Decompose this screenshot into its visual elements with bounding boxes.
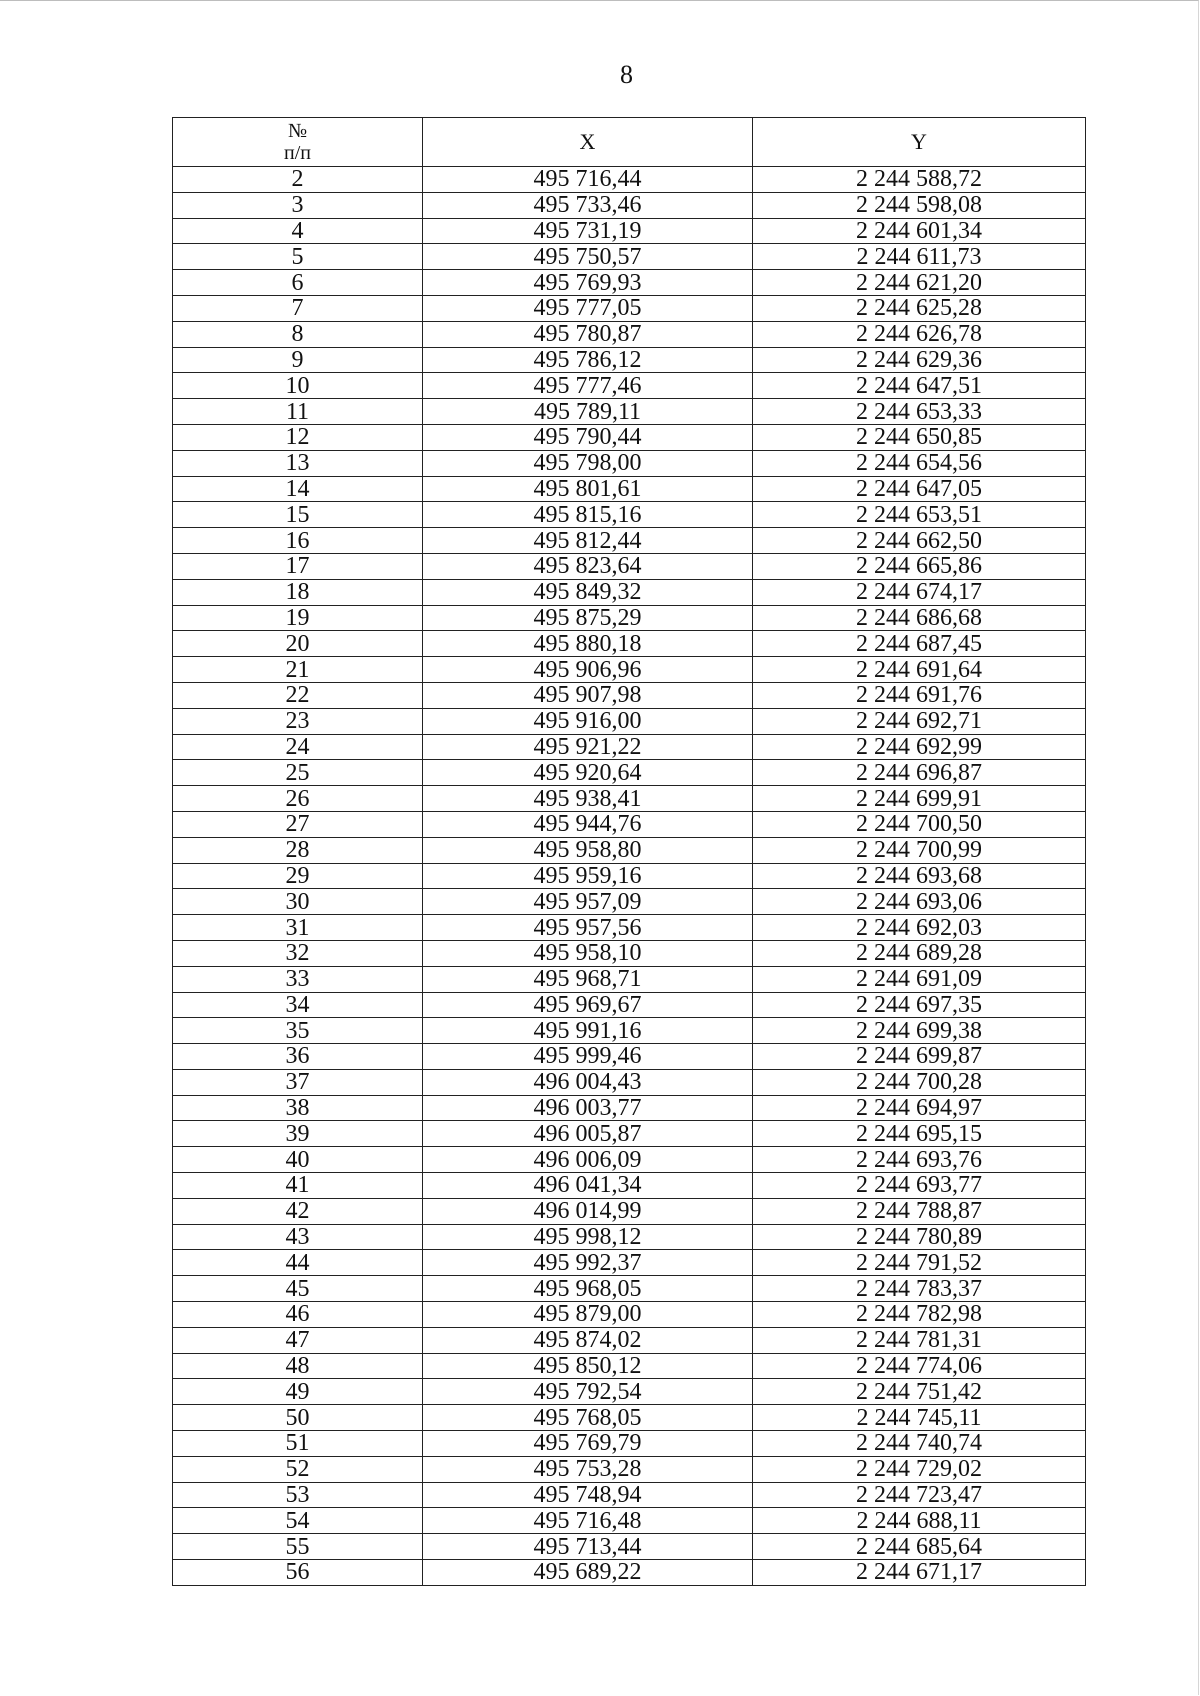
table-row [173, 631, 1086, 657]
cell-number: 21 [173, 657, 423, 683]
cell-x: 495 748,94 [423, 1482, 753, 1508]
table-row [173, 399, 1086, 425]
header-number-symbol: № [287, 120, 308, 142]
cell-number: 53 [173, 1482, 423, 1508]
cell-y: 2 244 686,68 [753, 605, 1086, 631]
header-number-abbr: п/п [284, 142, 311, 164]
cell-y: 2 244 685,64 [753, 1534, 1086, 1560]
cell-y: 2 244 611,73 [753, 244, 1086, 270]
table-row [173, 321, 1086, 347]
table-row [173, 1534, 1086, 1560]
table-body [173, 167, 1086, 1586]
cell-number: 30 [173, 889, 423, 915]
table-row [173, 502, 1086, 528]
table-row [173, 1302, 1086, 1328]
cell-number: 15 [173, 502, 423, 528]
cell-number: 46 [173, 1302, 423, 1328]
cell-y: 2 244 691,64 [753, 657, 1086, 683]
cell-y: 2 244 782,98 [753, 1302, 1086, 1328]
cell-number: 9 [173, 347, 423, 373]
cell-number: 36 [173, 1044, 423, 1070]
cell-number: 23 [173, 708, 423, 734]
cell-y: 2 244 695,15 [753, 1121, 1086, 1147]
cell-x: 495 777,05 [423, 295, 753, 321]
cell-x: 495 786,12 [423, 347, 753, 373]
cell-y: 2 244 699,87 [753, 1044, 1086, 1070]
cell-x: 495 938,41 [423, 786, 753, 812]
cell-number: 3 [173, 192, 423, 218]
cell-number: 17 [173, 553, 423, 579]
cell-x: 495 916,00 [423, 708, 753, 734]
header-x: X [423, 118, 753, 167]
cell-number: 8 [173, 321, 423, 347]
cell-number: 31 [173, 915, 423, 941]
table-row [173, 553, 1086, 579]
table-row [173, 760, 1086, 786]
cell-x: 495 823,64 [423, 553, 753, 579]
table-row [173, 373, 1086, 399]
cell-y: 2 244 588,72 [753, 167, 1086, 193]
cell-number: 37 [173, 1069, 423, 1095]
cell-x: 495 875,29 [423, 605, 753, 631]
table-row [173, 295, 1086, 321]
cell-x: 495 969,67 [423, 992, 753, 1018]
table-row [173, 1431, 1086, 1457]
table-row [173, 1560, 1086, 1586]
cell-number: 11 [173, 399, 423, 425]
cell-y: 2 244 693,68 [753, 863, 1086, 889]
cell-y: 2 244 689,28 [753, 940, 1086, 966]
cell-y: 2 244 691,76 [753, 682, 1086, 708]
cell-y: 2 244 671,17 [753, 1560, 1086, 1586]
table-row [173, 1276, 1086, 1302]
table-row [173, 1173, 1086, 1199]
table-row [173, 605, 1086, 631]
cell-number: 48 [173, 1353, 423, 1379]
cell-number: 35 [173, 1018, 423, 1044]
cell-y: 2 244 699,38 [753, 1018, 1086, 1044]
cell-y: 2 244 693,76 [753, 1147, 1086, 1173]
cell-number: 26 [173, 786, 423, 812]
cell-y: 2 244 650,85 [753, 424, 1086, 450]
cell-x: 495 874,02 [423, 1327, 753, 1353]
table-row [173, 863, 1086, 889]
cell-number: 25 [173, 760, 423, 786]
cell-y: 2 244 687,45 [753, 631, 1086, 657]
cell-number: 42 [173, 1198, 423, 1224]
cell-x: 495 999,46 [423, 1044, 753, 1070]
table-row [173, 1456, 1086, 1482]
cell-number: 16 [173, 528, 423, 554]
cell-x: 495 880,18 [423, 631, 753, 657]
cell-number: 24 [173, 734, 423, 760]
cell-number: 29 [173, 863, 423, 889]
cell-x: 495 991,16 [423, 1018, 753, 1044]
cell-x: 495 920,64 [423, 760, 753, 786]
cell-y: 2 244 647,51 [753, 373, 1086, 399]
cell-number: 50 [173, 1405, 423, 1431]
cell-y: 2 244 751,42 [753, 1379, 1086, 1405]
cell-x: 495 777,46 [423, 373, 753, 399]
cell-x: 495 906,96 [423, 657, 753, 683]
cell-x: 495 780,87 [423, 321, 753, 347]
cell-x: 495 716,48 [423, 1508, 753, 1534]
table-row [173, 1121, 1086, 1147]
cell-x: 495 792,54 [423, 1379, 753, 1405]
cell-number: 20 [173, 631, 423, 657]
cell-y: 2 244 693,06 [753, 889, 1086, 915]
table-row [173, 708, 1086, 734]
cell-number: 5 [173, 244, 423, 270]
cell-number: 39 [173, 1121, 423, 1147]
cell-y: 2 244 665,86 [753, 553, 1086, 579]
table-row [173, 1198, 1086, 1224]
cell-y: 2 244 729,02 [753, 1456, 1086, 1482]
cell-y: 2 244 688,11 [753, 1508, 1086, 1534]
cell-number: 43 [173, 1224, 423, 1250]
table-row [173, 1508, 1086, 1534]
table-row [173, 579, 1086, 605]
cell-x: 496 014,99 [423, 1198, 753, 1224]
table-row [173, 1147, 1086, 1173]
table-row [173, 270, 1086, 296]
cell-y: 2 244 662,50 [753, 528, 1086, 554]
cell-number: 12 [173, 424, 423, 450]
table-row [173, 1250, 1086, 1276]
cell-y: 2 244 780,89 [753, 1224, 1086, 1250]
cell-x: 495 768,05 [423, 1405, 753, 1431]
table-row [173, 657, 1086, 683]
table-row [173, 1482, 1086, 1508]
cell-number: 51 [173, 1431, 423, 1457]
cell-number: 6 [173, 270, 423, 296]
cell-y: 2 244 626,78 [753, 321, 1086, 347]
table-row [173, 1095, 1086, 1121]
cell-number: 4 [173, 218, 423, 244]
cell-x: 495 731,19 [423, 218, 753, 244]
cell-x: 495 958,10 [423, 940, 753, 966]
cell-x: 495 968,71 [423, 966, 753, 992]
table-row [173, 734, 1086, 760]
cell-x: 495 957,56 [423, 915, 753, 941]
cell-number: 34 [173, 992, 423, 1018]
cell-x: 495 998,12 [423, 1224, 753, 1250]
cell-y: 2 244 740,74 [753, 1431, 1086, 1457]
table-row [173, 1224, 1086, 1250]
cell-y: 2 244 788,87 [753, 1198, 1086, 1224]
cell-x: 496 041,34 [423, 1173, 753, 1199]
cell-x: 495 798,00 [423, 450, 753, 476]
cell-number: 18 [173, 579, 423, 605]
table-row [173, 1379, 1086, 1405]
table-row [173, 837, 1086, 863]
cell-number: 54 [173, 1508, 423, 1534]
cell-y: 2 244 629,36 [753, 347, 1086, 373]
cell-y: 2 244 674,17 [753, 579, 1086, 605]
cell-number: 55 [173, 1534, 423, 1560]
table-row [173, 992, 1086, 1018]
cell-number: 27 [173, 811, 423, 837]
cell-number: 14 [173, 476, 423, 502]
cell-x: 495 944,76 [423, 811, 753, 837]
page-number: 8 [620, 60, 633, 89]
cell-x: 495 812,44 [423, 528, 753, 554]
cell-x: 495 769,93 [423, 270, 753, 296]
cell-number: 32 [173, 940, 423, 966]
table-row [173, 528, 1086, 554]
cell-number: 13 [173, 450, 423, 476]
cell-y: 2 244 692,03 [753, 915, 1086, 941]
cell-number: 7 [173, 295, 423, 321]
header-y: Y [753, 118, 1086, 167]
cell-y: 2 244 697,35 [753, 992, 1086, 1018]
coordinates-table [172, 117, 1086, 1586]
cell-y: 2 244 647,05 [753, 476, 1086, 502]
header-number [173, 118, 423, 167]
cell-x: 496 005,87 [423, 1121, 753, 1147]
cell-x: 495 689,22 [423, 1560, 753, 1586]
table-row [173, 1353, 1086, 1379]
cell-x: 495 753,28 [423, 1456, 753, 1482]
table-row [173, 476, 1086, 502]
table-row [173, 915, 1086, 941]
cell-number: 49 [173, 1379, 423, 1405]
cell-number: 52 [173, 1456, 423, 1482]
cell-y: 2 244 654,56 [753, 450, 1086, 476]
cell-x: 496 004,43 [423, 1069, 753, 1095]
table-row [173, 244, 1086, 270]
cell-number: 56 [173, 1560, 423, 1586]
cell-x: 496 006,09 [423, 1147, 753, 1173]
cell-number: 44 [173, 1250, 423, 1276]
table-row [173, 811, 1086, 837]
cell-y: 2 244 699,91 [753, 786, 1086, 812]
cell-y: 2 244 700,28 [753, 1069, 1086, 1095]
cell-x: 495 921,22 [423, 734, 753, 760]
table-row [173, 450, 1086, 476]
cell-x: 495 959,16 [423, 863, 753, 889]
cell-x: 495 716,44 [423, 167, 753, 193]
cell-x: 495 789,11 [423, 399, 753, 425]
table-row [173, 1069, 1086, 1095]
table-row [173, 1327, 1086, 1353]
cell-x: 496 003,77 [423, 1095, 753, 1121]
table-row [173, 1405, 1086, 1431]
cell-y: 2 244 692,71 [753, 708, 1086, 734]
table-row [173, 786, 1086, 812]
cell-y: 2 244 691,09 [753, 966, 1086, 992]
table-header-row [173, 118, 1086, 167]
cell-x: 495 850,12 [423, 1353, 753, 1379]
cell-y: 2 244 791,52 [753, 1250, 1086, 1276]
cell-x: 495 968,05 [423, 1276, 753, 1302]
cell-number: 22 [173, 682, 423, 708]
cell-y: 2 244 723,47 [753, 1482, 1086, 1508]
cell-x: 495 769,79 [423, 1431, 753, 1457]
table-row [173, 218, 1086, 244]
table-row [173, 889, 1086, 915]
table-row [173, 424, 1086, 450]
cell-number: 38 [173, 1095, 423, 1121]
table-row [173, 1044, 1086, 1070]
cell-number: 28 [173, 837, 423, 863]
cell-y: 2 244 598,08 [753, 192, 1086, 218]
cell-y: 2 244 653,51 [753, 502, 1086, 528]
cell-x: 495 958,80 [423, 837, 753, 863]
cell-y: 2 244 692,99 [753, 734, 1086, 760]
table-row [173, 966, 1086, 992]
table-row [173, 192, 1086, 218]
cell-number: 33 [173, 966, 423, 992]
cell-x: 495 957,09 [423, 889, 753, 915]
cell-number: 47 [173, 1327, 423, 1353]
table-row [173, 1018, 1086, 1044]
cell-x: 495 801,61 [423, 476, 753, 502]
cell-number: 2 [173, 167, 423, 193]
cell-x: 495 879,00 [423, 1302, 753, 1328]
cell-y: 2 244 783,37 [753, 1276, 1086, 1302]
cell-y: 2 244 700,50 [753, 811, 1086, 837]
table-row [173, 682, 1086, 708]
cell-number: 10 [173, 373, 423, 399]
cell-y: 2 244 621,20 [753, 270, 1086, 296]
cell-number: 45 [173, 1276, 423, 1302]
cell-x: 495 992,37 [423, 1250, 753, 1276]
table-row [173, 167, 1086, 193]
cell-number: 41 [173, 1173, 423, 1199]
table-row [173, 940, 1086, 966]
cell-y: 2 244 700,99 [753, 837, 1086, 863]
cell-y: 2 244 601,34 [753, 218, 1086, 244]
cell-y: 2 244 625,28 [753, 295, 1086, 321]
cell-x: 495 790,44 [423, 424, 753, 450]
cell-y: 2 244 781,31 [753, 1327, 1086, 1353]
cell-x: 495 815,16 [423, 502, 753, 528]
cell-y: 2 244 774,06 [753, 1353, 1086, 1379]
cell-y: 2 244 745,11 [753, 1405, 1086, 1431]
cell-y: 2 244 694,97 [753, 1095, 1086, 1121]
cell-x: 495 750,57 [423, 244, 753, 270]
cell-number: 19 [173, 605, 423, 631]
cell-x: 495 713,44 [423, 1534, 753, 1560]
table-row [173, 347, 1086, 373]
cell-x: 495 849,32 [423, 579, 753, 605]
cell-number: 40 [173, 1147, 423, 1173]
cell-x: 495 907,98 [423, 682, 753, 708]
cell-y: 2 244 696,87 [753, 760, 1086, 786]
cell-x: 495 733,46 [423, 192, 753, 218]
cell-y: 2 244 653,33 [753, 399, 1086, 425]
cell-y: 2 244 693,77 [753, 1173, 1086, 1199]
